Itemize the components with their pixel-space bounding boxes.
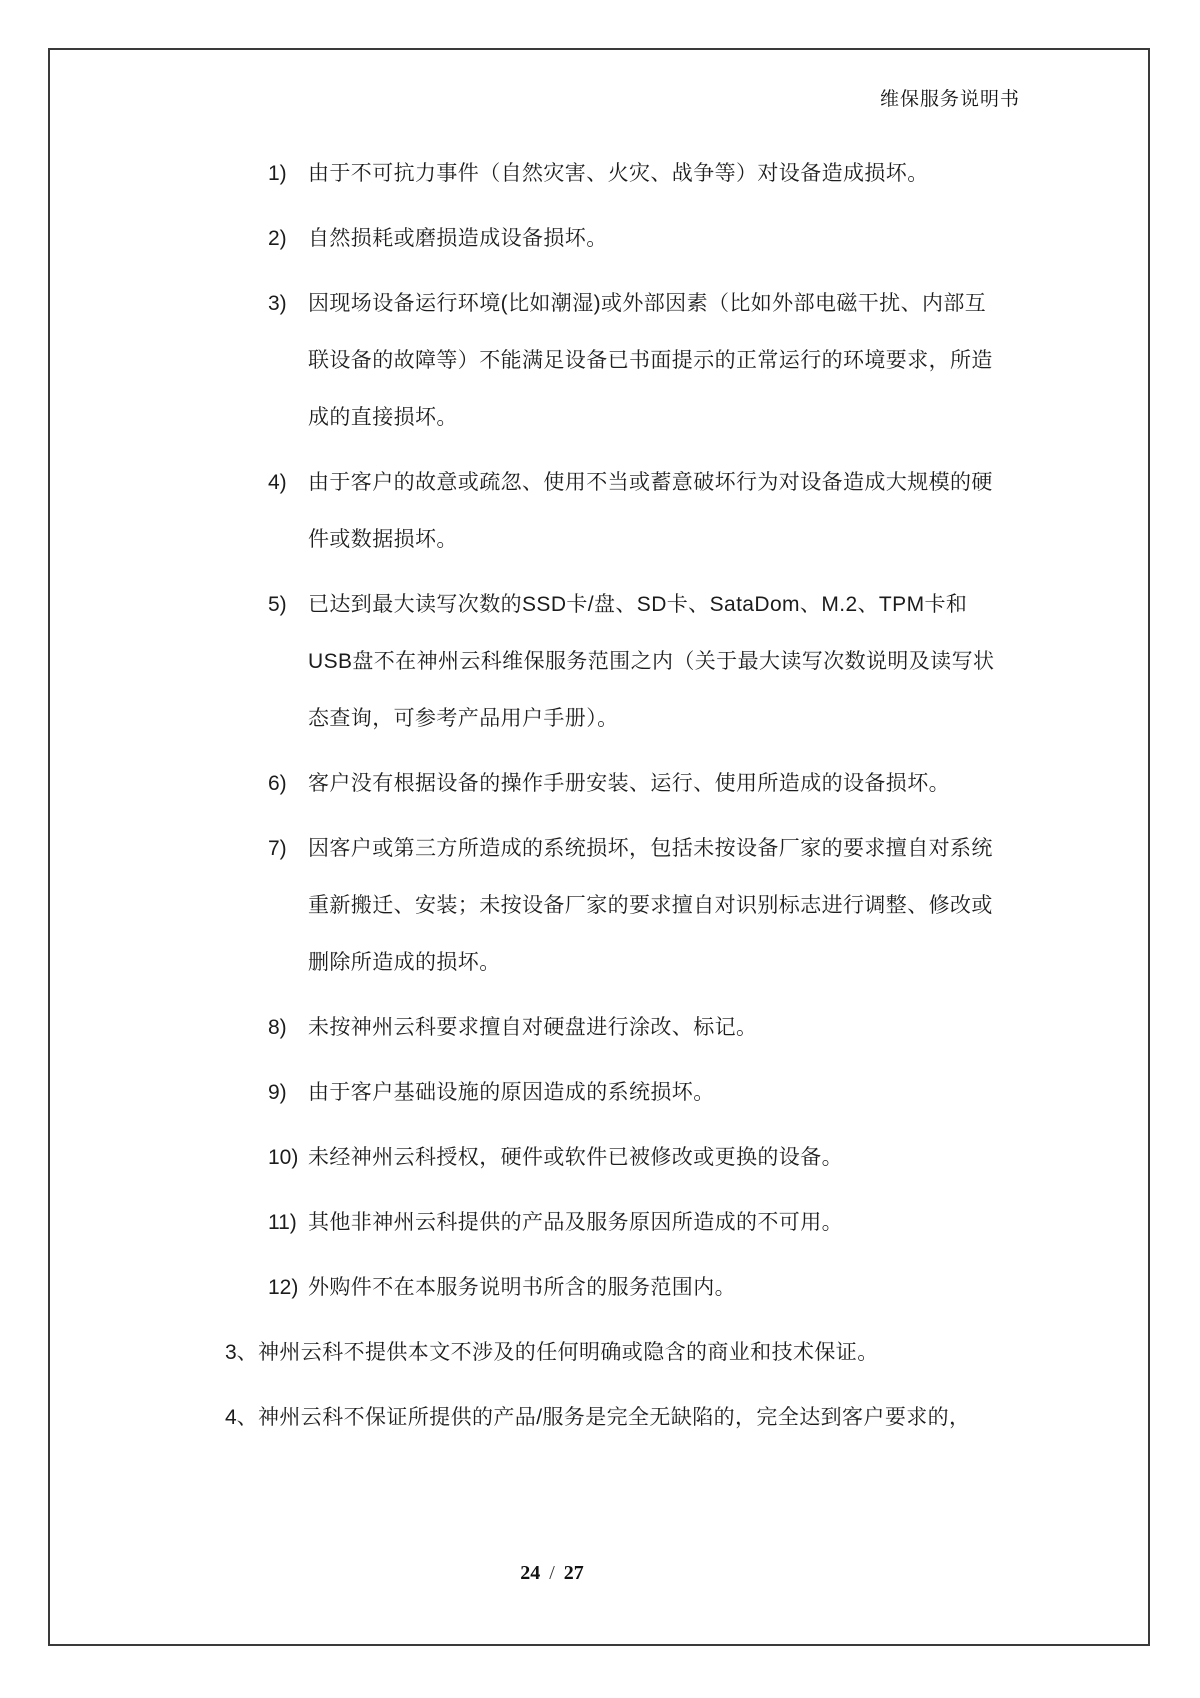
page-header-title: 维保服务说明书: [879, 89, 1020, 110]
exclusions-list: [0, 145, 1200, 1316]
list-item-marker: 9): [268, 1081, 287, 1104]
document-body: [0, 145, 1200, 1454]
list-item-marker: 6): [268, 772, 287, 795]
list-item-line: 由于客户基础设施的原因造成的系统损坏。: [308, 1081, 715, 1104]
list-item-line: 未按神州云科要求擅自对硬盘进行涂改、标记。: [308, 1016, 758, 1039]
list-item: [0, 1389, 1200, 1446]
list-item-line: 神州云科不提供本文不涉及的任何明确或隐含的商业和技术保证。: [258, 1341, 879, 1364]
list-item: [0, 576, 1200, 747]
list-item: [0, 454, 1200, 568]
list-item-line: 客户没有根据设备的操作手册安装、运行、使用所造成的设备损坏。: [308, 772, 950, 795]
list-item-marker: 12): [268, 1276, 299, 1299]
page-footer: [0, 1562, 1104, 1585]
list-item: [0, 275, 1200, 446]
list-item-line: 神州云科不保证所提供的产品/服务是完全无缺陷的，完全达到客户要求的，: [258, 1406, 971, 1429]
list-item-marker: 4、: [225, 1406, 258, 1429]
list-item: [0, 1194, 1200, 1251]
list-item-line: 已达到最大读写次数的SSD卡/盘、SD卡、SataDom、M.2、TPM卡和: [308, 593, 968, 616]
list-item-marker: 8): [268, 1016, 287, 1039]
list-item: [0, 1259, 1200, 1316]
list-item-line: 因现场设备运行环境(比如潮湿)或外部因素（比如外部电磁干扰、内部互: [308, 292, 987, 315]
list-item-line: 由于不可抗力事件（自然灾害、火灾、战争等）对设备造成损坏。: [308, 162, 929, 185]
list-item-line: 态查询，可参考产品用户手册）。: [308, 707, 619, 730]
list-item-marker: 5): [268, 593, 287, 616]
list-item-marker: 3、: [225, 1341, 258, 1364]
list-item-marker: 11): [268, 1211, 297, 1234]
list-item-line: 自然损耗或磨损造成设备损坏。: [308, 227, 608, 250]
list-item: [0, 820, 1200, 991]
list-item: [0, 145, 1200, 202]
total-page-number: 27: [563, 1562, 584, 1584]
list-item: [0, 210, 1200, 267]
list-item-line: 因客户或第三方所造成的系统损坏，包括未按设备厂家的要求擅自对系统: [308, 837, 993, 860]
list-item-marker: 2): [268, 227, 287, 250]
list-item: [0, 1064, 1200, 1121]
list-item-line: 件或数据损坏。: [308, 528, 458, 551]
list-item: [0, 1324, 1200, 1381]
list-item-marker: 10): [268, 1146, 299, 1169]
list-item-line: 其他非神州云科提供的产品及服务原因所造成的不可用。: [308, 1211, 843, 1234]
list-item-line: 重新搬迁、安装；未按设备厂家的要求擅自对识别标志进行调整、修改或: [308, 894, 993, 917]
list-item: [0, 1129, 1200, 1186]
list-item-line: 删除所造成的损坏。: [308, 951, 501, 974]
list-item-marker: 4): [268, 471, 287, 494]
list-item: [0, 755, 1200, 812]
list-item-line: USB盘不在神州云科维保服务范围之内（关于最大读写次数说明及读写状: [308, 650, 995, 673]
list-item: [0, 999, 1200, 1056]
list-item-marker: 3): [268, 292, 287, 315]
list-item-line: 成的直接损坏。: [308, 406, 458, 429]
clauses-list: [0, 1324, 1200, 1446]
list-item-line: 未经神州云科授权，硬件或软件已被修改或更换的设备。: [308, 1146, 843, 1169]
list-item-marker: 7): [268, 837, 287, 860]
list-item-line: 联设备的故障等）不能满足设备已书面提示的正常运行的环境要求，所造: [308, 349, 993, 372]
list-item-marker: 1): [268, 162, 287, 185]
list-item-line: 外购件不在本服务说明书所含的服务范围内。: [308, 1276, 736, 1299]
current-page-number: 24: [520, 1562, 541, 1584]
page-number-separator: /: [549, 1562, 555, 1584]
list-item-line: 由于客户的故意或疏忽、使用不当或蓄意破坏行为对设备造成大规模的硬: [308, 471, 993, 494]
